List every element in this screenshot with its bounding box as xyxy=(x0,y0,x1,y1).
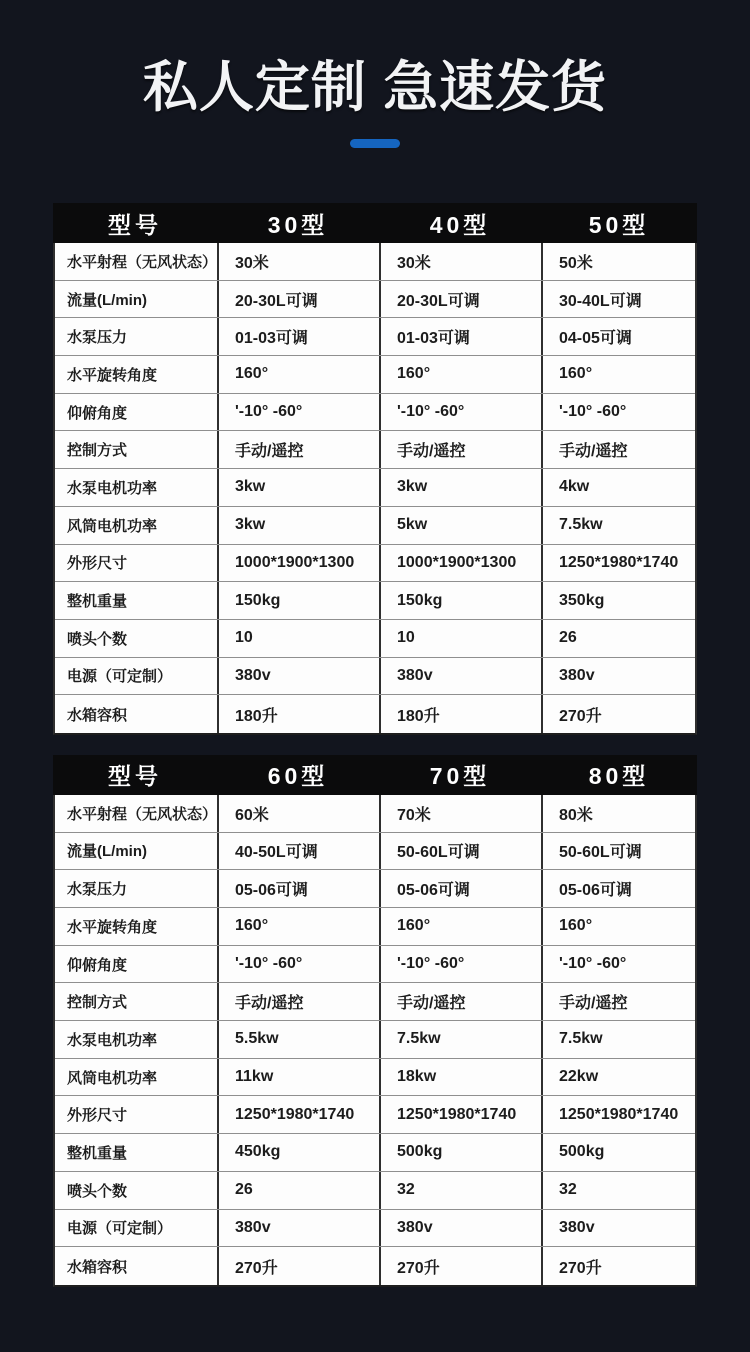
spec-value-cell: '-10° -60° xyxy=(217,946,379,983)
spec-label-cell: 控制方式 xyxy=(67,442,128,460)
spec-value-cell: 4kw xyxy=(541,469,695,506)
spec-value-cell: 手动/遥控 xyxy=(379,431,541,468)
spec-value-cell: 7.5kw xyxy=(541,507,695,544)
model-header-label: 型号 xyxy=(108,763,162,790)
spec-label-cell: 整机重量 xyxy=(67,593,128,611)
spec-row xyxy=(55,658,695,696)
spec-value-cell: 1250*1980*1740 xyxy=(379,1096,541,1133)
spec-value-cell: 270升 xyxy=(217,1247,379,1285)
spec-label-cell: 流量(L/min) xyxy=(67,291,147,309)
spec-value-cell: 500kg xyxy=(379,1134,541,1171)
spec-value-cell: 26 xyxy=(217,1172,379,1209)
spec-row xyxy=(55,620,695,658)
spec-label-cell: 流量(L/min) xyxy=(67,843,147,861)
spec-value-cell: 1000*1900*1300 xyxy=(379,545,541,582)
spec-label-cell: 仰俯角度 xyxy=(67,404,128,422)
spec-row xyxy=(55,695,695,733)
spec-value-cell: 10 xyxy=(217,620,379,657)
spec-label-cell: 水平旋转角度 xyxy=(67,918,158,936)
model-column-header: 50型 xyxy=(588,211,650,238)
spec-value-cell: 1250*1980*1740 xyxy=(541,545,695,582)
spec-row xyxy=(55,394,695,432)
spec-value-cell: 3kw xyxy=(217,507,379,544)
spec-value-cell: 3kw xyxy=(379,469,541,506)
spec-value-cell: 04-05可调 xyxy=(541,318,695,355)
spec-label-cell: 风筒电机功率 xyxy=(67,1069,158,1087)
spec-value-cell: 450kg xyxy=(217,1134,379,1171)
spec-label-cell: 水平射程（无风状态） xyxy=(67,253,217,271)
spec-value-cell: 270升 xyxy=(541,695,695,733)
spec-value-cell: 270升 xyxy=(379,1247,541,1285)
spec-row xyxy=(55,983,695,1021)
spec-value-cell: 05-06可调 xyxy=(217,870,379,907)
spec-row xyxy=(55,1021,695,1059)
spec-table-models-60-80 xyxy=(53,755,697,1287)
spec-row xyxy=(55,908,695,946)
spec-label-cell: 水平旋转角度 xyxy=(67,366,158,384)
spec-value-cell: 380v xyxy=(541,1210,695,1247)
accent-dash xyxy=(350,139,400,148)
spec-label-cell: 水箱容积 xyxy=(67,1258,128,1276)
spec-label-cell: 整机重量 xyxy=(67,1144,128,1162)
spec-value-cell: 32 xyxy=(379,1172,541,1209)
spec-value-cell: 160° xyxy=(541,356,695,393)
spec-value-cell: 50-60L可调 xyxy=(379,833,541,870)
spec-row xyxy=(55,431,695,469)
spec-value-cell: 手动/遥控 xyxy=(541,983,695,1020)
spec-value-cell: 380v xyxy=(541,658,695,695)
spec-value-cell: 180升 xyxy=(217,695,379,733)
spec-row xyxy=(55,870,695,908)
spec-row xyxy=(55,318,695,356)
spec-value-cell: 50米 xyxy=(541,243,695,280)
spec-label-cell: 水泵压力 xyxy=(67,329,128,347)
spec-row xyxy=(55,1096,695,1134)
spec-value-cell: 180升 xyxy=(379,695,541,733)
spec-value-cell: 01-03可调 xyxy=(379,318,541,355)
spec-value-cell: 05-06可调 xyxy=(379,870,541,907)
spec-value-cell: 70米 xyxy=(379,795,541,832)
spec-row xyxy=(55,833,695,871)
model-column-header: 80型 xyxy=(588,763,650,790)
spec-value-cell: 160° xyxy=(217,908,379,945)
model-column-header: 60型 xyxy=(267,763,329,790)
spec-value-cell: 1250*1980*1740 xyxy=(541,1096,695,1133)
spec-value-cell: '-10° -60° xyxy=(379,394,541,431)
spec-value-cell: 160° xyxy=(541,908,695,945)
spec-value-cell: 1250*1980*1740 xyxy=(217,1096,379,1133)
spec-row xyxy=(55,1059,695,1097)
spec-label-cell: 喷头个数 xyxy=(67,1182,128,1200)
spec-value-cell: 500kg xyxy=(541,1134,695,1171)
spec-value-cell: 380v xyxy=(379,1210,541,1247)
spec-value-cell: 手动/遥控 xyxy=(379,983,541,1020)
spec-label-cell: 电源（可定制） xyxy=(67,1220,173,1238)
spec-row xyxy=(55,281,695,319)
spec-value-cell: 160° xyxy=(379,356,541,393)
spec-row xyxy=(55,795,695,833)
spec-value-cell: 32 xyxy=(541,1172,695,1209)
spec-label-cell: 水泵电机功率 xyxy=(67,1031,158,1049)
spec-value-cell: 80米 xyxy=(541,795,695,832)
spec-row xyxy=(55,356,695,394)
spec-value-cell: 150kg xyxy=(379,582,541,619)
spec-value-cell: '-10° -60° xyxy=(217,394,379,431)
spec-value-cell: 30-40L可调 xyxy=(541,281,695,318)
spec-value-cell: 手动/遥控 xyxy=(217,431,379,468)
spec-label-cell: 喷头个数 xyxy=(67,630,128,648)
spec-value-cell: 5kw xyxy=(379,507,541,544)
spec-label-cell: 水泵压力 xyxy=(67,881,128,899)
spec-label-cell: 电源（可定制） xyxy=(67,668,173,686)
spec-row xyxy=(55,1247,695,1285)
model-header-label: 型号 xyxy=(108,211,162,238)
spec-value-cell: 10 xyxy=(379,620,541,657)
spec-value-cell: 350kg xyxy=(541,582,695,619)
spec-label-cell: 风筒电机功率 xyxy=(67,517,158,535)
spec-value-cell: 380v xyxy=(217,658,379,695)
spec-label-cell: 外形尺寸 xyxy=(67,1107,128,1125)
table-body xyxy=(53,243,697,735)
spec-value-cell: 26 xyxy=(541,620,695,657)
spec-value-cell: 7.5kw xyxy=(379,1021,541,1058)
spec-label-cell: 水泵电机功率 xyxy=(67,479,158,497)
spec-label-cell: 水箱容积 xyxy=(67,706,128,724)
spec-label-cell: 仰俯角度 xyxy=(67,956,128,974)
table-header-row xyxy=(53,755,697,795)
spec-value-cell: '-10° -60° xyxy=(379,946,541,983)
spec-value-cell: 5.5kw xyxy=(217,1021,379,1058)
spec-row xyxy=(55,582,695,620)
spec-value-cell: 22kw xyxy=(541,1059,695,1096)
spec-row xyxy=(55,1134,695,1172)
spec-value-cell: 01-03可调 xyxy=(217,318,379,355)
spec-label-cell: 外形尺寸 xyxy=(67,555,128,573)
spec-table-models-30-50 xyxy=(53,203,697,735)
spec-row xyxy=(55,469,695,507)
page-title: 私人定制 急速发货 xyxy=(142,56,608,118)
spec-value-cell: 380v xyxy=(217,1210,379,1247)
spec-row xyxy=(55,946,695,984)
spec-row xyxy=(55,545,695,583)
spec-value-cell: 05-06可调 xyxy=(541,870,695,907)
spec-value-cell: 18kw xyxy=(379,1059,541,1096)
table-body xyxy=(53,795,697,1287)
model-column-header: 70型 xyxy=(429,763,491,790)
hero-banner xyxy=(0,0,750,148)
spec-value-cell: 40-50L可调 xyxy=(217,833,379,870)
spec-value-cell: 手动/遥控 xyxy=(541,431,695,468)
spec-value-cell: 60米 xyxy=(217,795,379,832)
spec-value-cell: 20-30L可调 xyxy=(217,281,379,318)
spec-label-cell: 水平射程（无风状态） xyxy=(67,805,217,823)
table-header-row xyxy=(53,203,697,243)
model-column-header: 40型 xyxy=(429,211,491,238)
spec-row xyxy=(55,1210,695,1248)
spec-value-cell: 7.5kw xyxy=(541,1021,695,1058)
spec-value-cell: 30米 xyxy=(217,243,379,280)
spec-label-cell: 控制方式 xyxy=(67,994,128,1012)
model-column-header: 30型 xyxy=(267,211,329,238)
spec-value-cell: 160° xyxy=(379,908,541,945)
spec-value-cell: '-10° -60° xyxy=(541,394,695,431)
spec-value-cell: 30米 xyxy=(379,243,541,280)
spec-value-cell: 50-60L可调 xyxy=(541,833,695,870)
spec-value-cell: 270升 xyxy=(541,1247,695,1285)
spec-value-cell: 20-30L可调 xyxy=(379,281,541,318)
spec-value-cell: 1000*1900*1300 xyxy=(217,545,379,582)
spec-value-cell: 160° xyxy=(217,356,379,393)
spec-row xyxy=(55,243,695,281)
spec-value-cell: 手动/遥控 xyxy=(217,983,379,1020)
spec-row xyxy=(55,1172,695,1210)
spec-row xyxy=(55,507,695,545)
spec-value-cell: 150kg xyxy=(217,582,379,619)
spec-value-cell: '-10° -60° xyxy=(541,946,695,983)
spec-value-cell: 3kw xyxy=(217,469,379,506)
spec-value-cell: 11kw xyxy=(217,1059,379,1096)
spec-value-cell: 380v xyxy=(379,658,541,695)
